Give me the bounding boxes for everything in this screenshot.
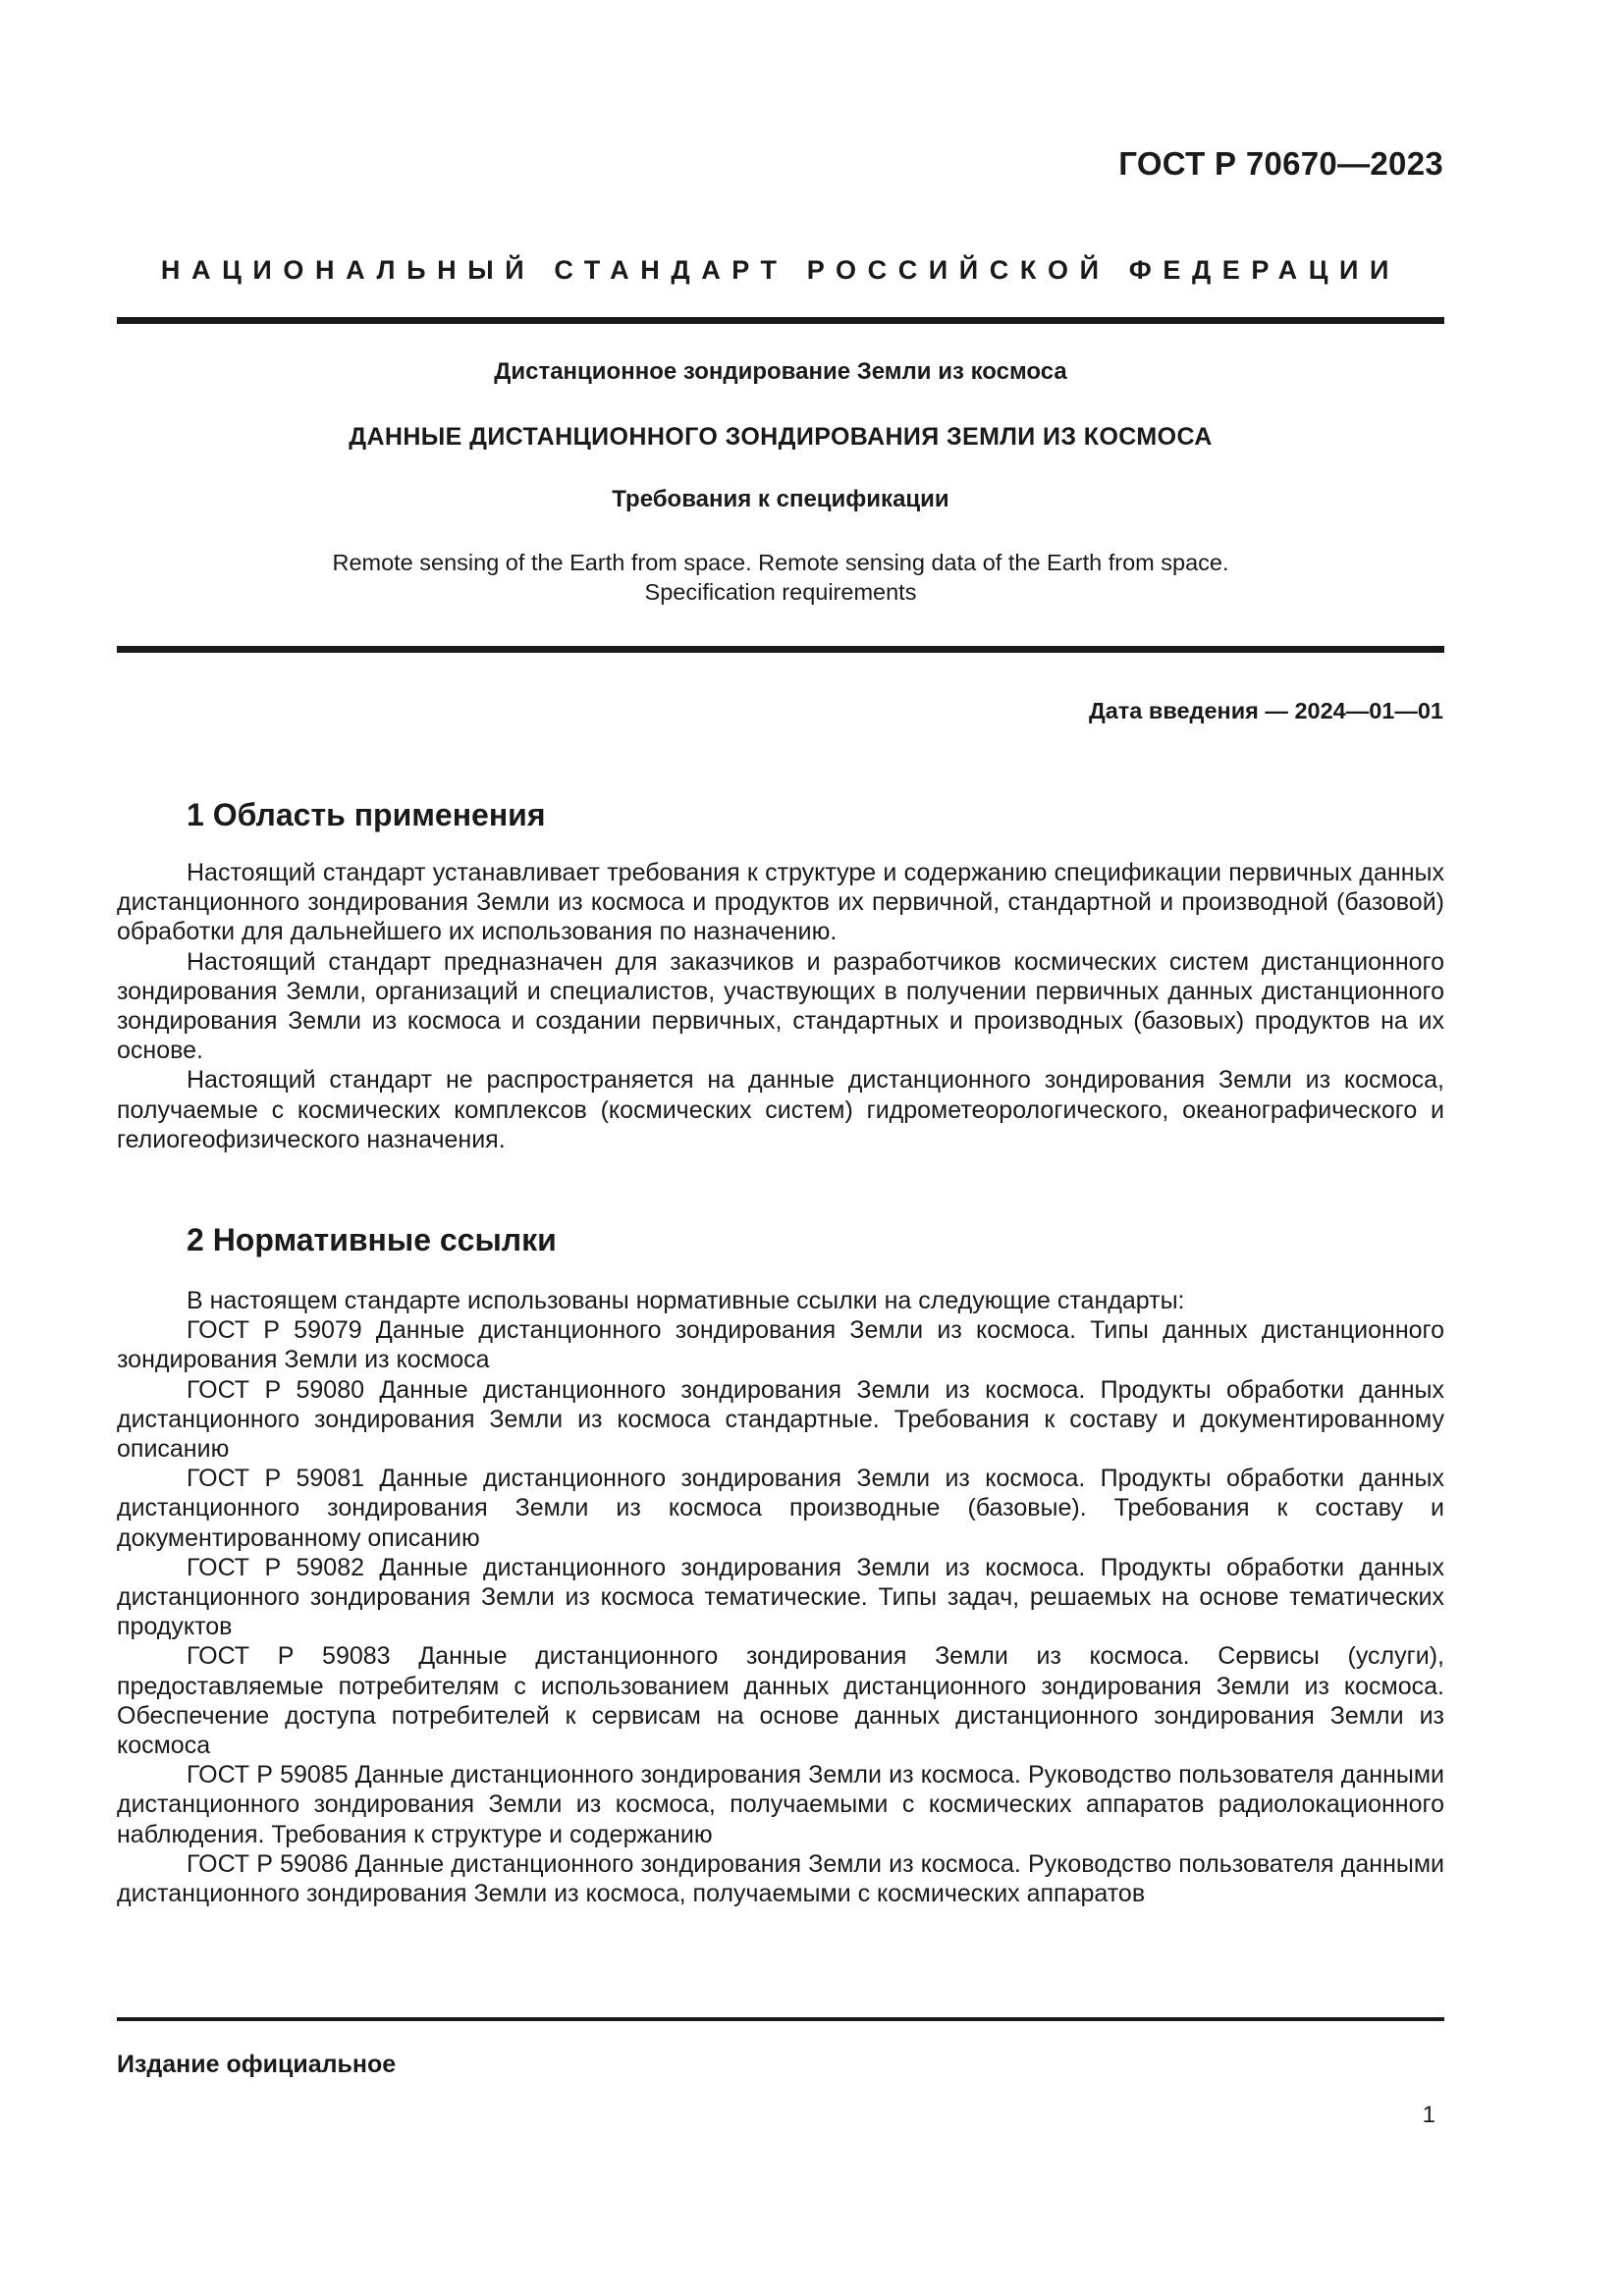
paragraph: Настоящий стандарт устанавливает требования к структуре и содержанию спецификации первичных данных дистанционного зондирования Земли из космоса и продуктов их первичной, стандартной и производной (базовой) обработки для дальнейшего их использования по назначению.: [117, 859, 1444, 946]
reference-item: ГОСТ Р 59082 Данные дистанционного зондирования Земли из космоса. Продукты обработки данных дистанционного зондирования Земли из космоса тематические. Типы задач, решаемых на основе тематических продуктов: [117, 1553, 1444, 1641]
footer-divider: [117, 2017, 1444, 2021]
title-english: [117, 548, 1444, 607]
reference-item: ГОСТ Р 59085 Данные дистанционного зондирования Земли из космоса. Руководство пользователя данными дистанционного зондирования Земли из космоса, получаемыми с космических аппаратов радиолокационного наблюдения. Требования к структуре и содержанию: [117, 1761, 1444, 1848]
page-number: 1: [1422, 2102, 1435, 2128]
header-divider: [117, 317, 1444, 324]
title-sub: Требования к спецификации: [612, 486, 949, 512]
reference-item: ГОСТ Р 59080 Данные дистанционного зондирования Земли из космоса. Продукты обработки данных дистанционного зондирования Земли из космоса стандартные. Требования к составу и документированному описанию: [117, 1375, 1444, 1464]
national-standard-label: НАЦИОНАЛЬНЫЙ СТАНДАРТ РОССИЙСКОЙ ФЕДЕРАЦИИ: [160, 255, 1401, 285]
reference-item: ГОСТ Р 59086 Данные дистанционного зондирования Земли из космоса. Руководство пользователя данными дистанционного зондирования Земли из космоса, получаемыми с космических аппаратов: [117, 1849, 1444, 1908]
paragraph: Настоящий стандарт не распространяется на данные дистанционного зондирования Земли из космоса, получаемые с космических комплексов (космических систем) гидрометеорологического, океанографического и гелиогеофизического назначения.: [117, 1066, 1444, 1153]
title-english-line-1: Remote sensing of the Earth from space. Remote sensing data of the Earth from space.: [332, 550, 1229, 575]
reference-item: ГОСТ Р 59079 Данные дистанционного зондирования Земли из космоса. Типы данных дистанционного зондирования Земли из космоса: [117, 1316, 1444, 1374]
title-main: ДАННЫЕ ДИСТАНЦИОННОГО ЗОНДИРОВАНИЯ ЗЕМЛИ ИЗ КОСМОСА: [349, 423, 1213, 451]
official-edition-label: Издание официальное: [117, 2051, 397, 2078]
reference-item: ГОСТ Р 59081 Данные дистанционного зондирования Земли из космоса. Продукты обработки данных дистанционного зондирования Земли из космоса производные (базовые). Требования к составу и документированному описанию: [117, 1465, 1444, 1552]
section-heading-normative-references: 2 Нормативные ссылки: [187, 1222, 557, 1257]
section-heading-scope: 1 Область применения: [187, 797, 546, 832]
section-body-scope: [117, 858, 1444, 1154]
introduction-date: Дата введения — 2024—01—01: [1088, 698, 1443, 723]
title-subject: Дистанционное зондирование Земли из космоса: [494, 358, 1067, 385]
section-body-normative-references: [117, 1286, 1444, 1908]
title-divider: [117, 646, 1444, 653]
paragraph: В настоящем стандарте использованы нормативные ссылки на следующие стандарты:: [187, 1287, 1185, 1314]
document-number: ГОСТ Р 70670—2023: [1118, 145, 1443, 182]
paragraph: Настоящий стандарт предназначен для заказчиков и разработчиков космических систем дистанционного зондирования Земли, организаций и специалистов, участвующих в получении первичных данных дистанционного зондирования Земли из космоса и создании первичных, стандартных и производных (базовых) продуктов на их основе.: [117, 947, 1444, 1065]
title-english-line-2: Specification requirements: [644, 579, 917, 605]
reference-item: ГОСТ Р 59083 Данные дистанционного зондирования Земли из космоса. Сервисы (услуги), предоставляемые потребителям с использованием данных дистанционного зондирования Земли из космоса. Обеспечение доступа потребителей к сервисам на основе данных дистанционного зондирования Земли из космоса: [117, 1642, 1444, 1760]
